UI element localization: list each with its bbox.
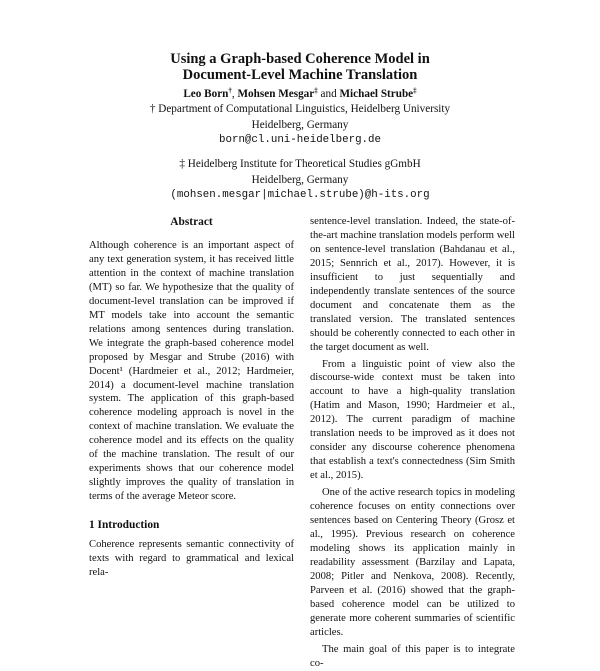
right-paragraph-2: From a linguistic point of view also the discourse-wide context must be taken into account to have a high-quality translation (Hatim and Mason, 1990; Hardmeier et al., 2012). The current paradigm of machine translation needs to be improved as it does not consider any discourse coherence phenomena that establish a text's connectedness (Sim Smith et al., 2015). [310,358,515,482]
author-2: Mohsen Mesgar [237,88,315,100]
left-column [89,215,294,580]
author-and: and [317,88,340,100]
title-line-2: Document-Level Machine Translation [182,67,418,83]
affiliation-2-line-2: Heidelberg, Germany [251,173,349,186]
right-paragraph-3: One of the active research topics in modeling coherence focuses on entity connections over sentences based on Centering Theory (Grosz et al., 1995). Previous research on coherence modeling shows its application mainly in readability assessment (Barzilay and Lapata, 2008; Pitler and Nenkova, 2008). Recently, Parveen et al. (2016) showed that the graph-based coherence model can be utilized to generate more coherent summaries of scientific articles. [310,487,515,638]
right-paragraph-1: sentence-level translation. Indeed, the state-of-the-art machine translation models perform well on sentence-level translation (Bahdanau et al., 2015; Sennrich et al., 2017). However, it is insufficient to just sequentially and independently translate sentences of the source document and concatenate them as the translated version. The translated sentences should be coherently connected to each other in the target document as well. [310,216,515,353]
author-1: Leo Born [183,88,229,100]
affiliation-1-email: born@cl.uni-heidelberg.de [219,134,381,146]
abstract-text: Although coherence is an important aspect of any text generation system, it has received little attention in the context of machine translation (MT) so far. We hypothesize that the quality of document-level translation can be improved if MT models take into account the semantic relations among sentences during translation. We integrate the graph-based coherence model proposed by Mesgar and Strube (2016) with Docent¹ (Hardmeier et al., 2012; Hardmeier, 2014) a document-level machine translation system. The application of this graph-based coherence modeling approach is novel in the context of machine translation. We evaluate the coherence model and its effects on the quality of the machine translation. The result of our experiments shows that our coherence model slightly improves the quality of translation in terms of the average Meteor score. [89,240,294,503]
affiliation-1-line-2: Heidelberg, Germany [251,118,349,131]
right-paragraph-4: The main goal of this paper is to integrate co- [310,643,515,669]
author-2-mark: ‡ [314,86,318,95]
title-line-1: Using a Graph-based Coherence Model in [170,51,430,67]
affiliation-2-line-1: ‡ Heidelberg Institute for Theoretical Studies gGmbH [179,158,421,170]
right-column [310,215,515,671]
author-3-mark: ‡ [413,86,417,95]
abstract-heading: Abstract [170,216,213,228]
introduction-text: Coherence represents semantic connectivity of texts with regard to grammatical and lexical rela- [89,539,294,579]
author-list [0,87,600,103]
paper-title [0,51,600,83]
author-3: Michael Strube [339,88,414,100]
author-1-mark: † [228,86,232,95]
affiliation-1-line-1: † Department of Computational Linguistics, Heidelberg University [149,103,451,115]
author-separator: , [231,88,238,100]
introduction-heading: 1 Introduction [89,519,160,532]
affiliation-2-email: (mohsen.mesgar|michael.strube)@h-its.org [170,189,430,201]
